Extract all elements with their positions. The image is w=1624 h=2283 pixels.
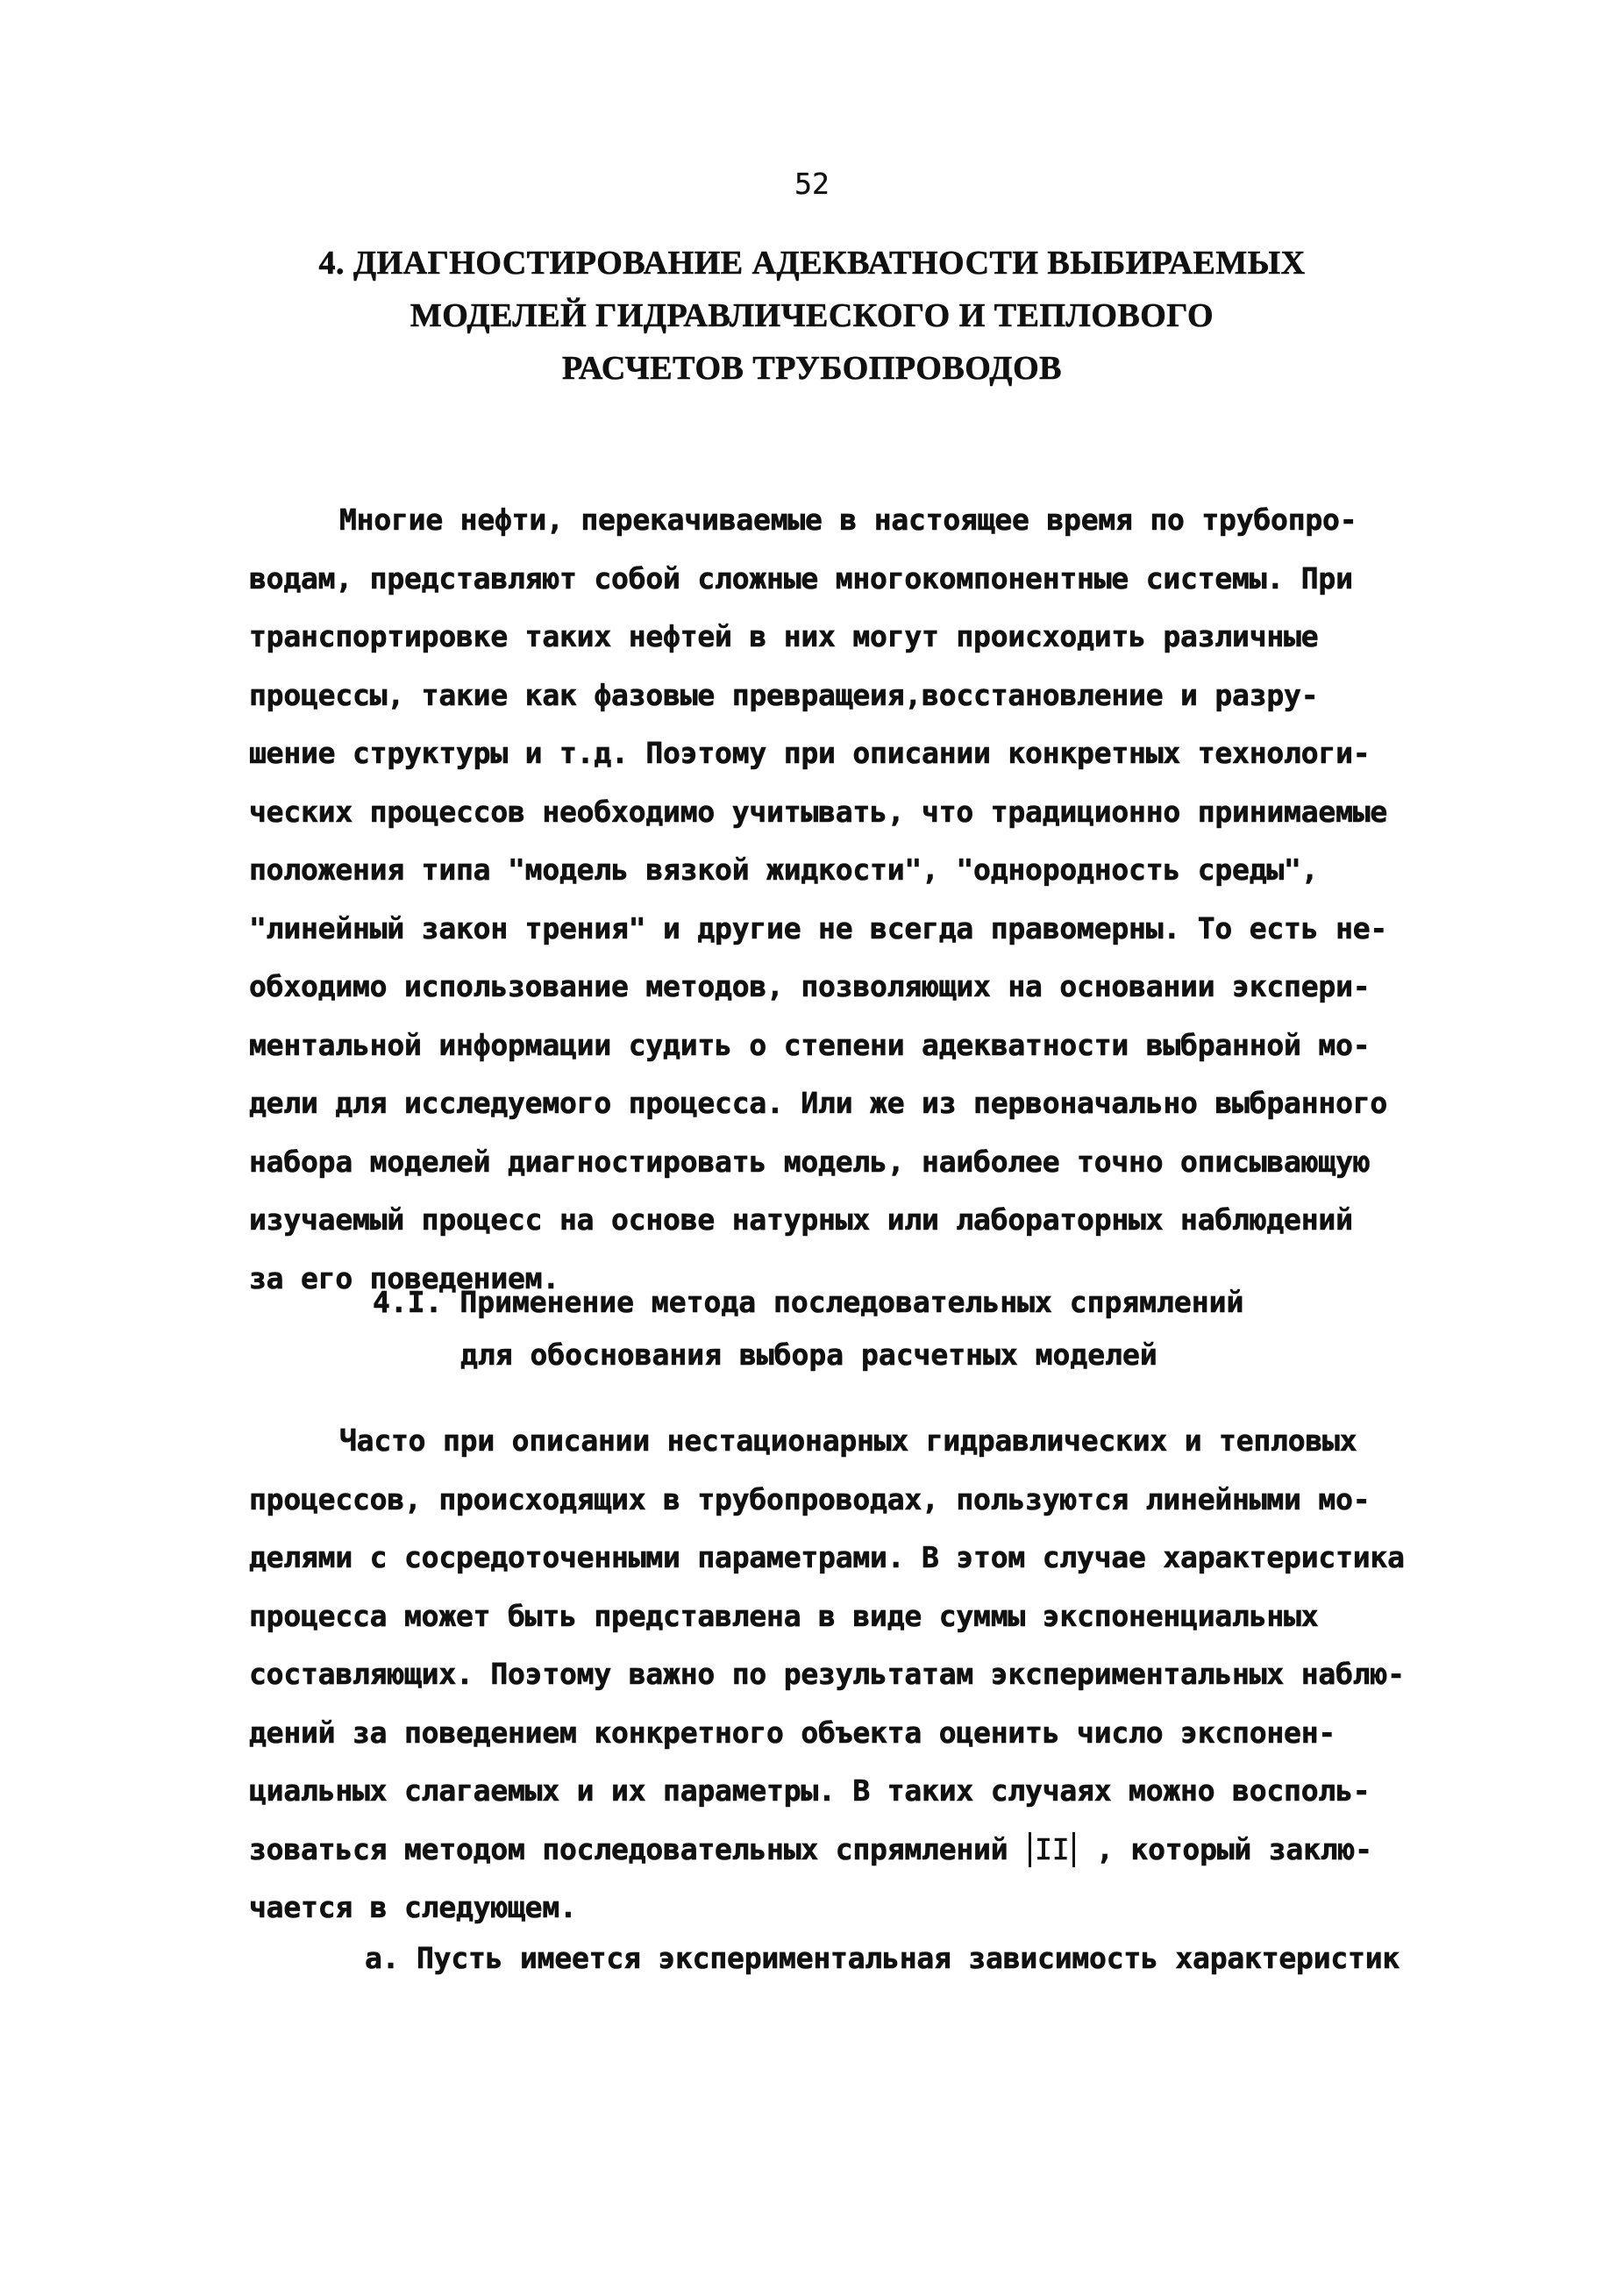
paragraph-step-a (249, 1930, 1442, 1988)
text-line: делями с сосредоточенными параметрами. В этом случае характеристика (249, 1540, 1405, 1574)
text-line: обходимо использование методов, позволяющих на основании экспери- (249, 969, 1371, 1003)
text-line: ческих процессов необходимо учитывать, что традиционно принимаемые (249, 794, 1388, 829)
text-fragment: зоваться методом последовательных спрямлений (249, 1831, 1008, 1866)
text-line: процесса может быть представлена в виде суммы экспоненциальных (249, 1598, 1319, 1633)
text-line: Многие нефти, перекачиваемые в настоящее время по трубопро- (339, 503, 1357, 537)
subsection-heading-line: 4.I. Применение метода последовательных спрямлений (373, 1285, 1244, 1319)
section-heading-line: РАСЧЕТОВ ТРУБОПРОВОДОВ (562, 350, 1062, 387)
text-line: транспортировке таких нефтей в них могут происходить различные (249, 619, 1319, 653)
subsection-heading (373, 1276, 1337, 1381)
page-number: 52 (794, 167, 830, 201)
text-line: ментальной информации судить о степени адекватности выбранной мо- (249, 1027, 1371, 1062)
text-line: циальных слагаемых и их параметры. В таких случаях можно восполь- (249, 1773, 1371, 1808)
text-line: чается в следующем. (249, 1890, 577, 1924)
section-heading-line: 4. ДИАГНОСТИРОВАНИЕ АДЕКВАТНОСТИ ВЫБИРАЕМЫХ (318, 245, 1306, 282)
text-line: за его поведением. (249, 1260, 560, 1295)
text-line: дели для исследуемого процесса. Или же из первоначально выбранного (249, 1086, 1388, 1120)
paragraph-intro (249, 491, 1442, 1308)
subsection-heading-line: для обоснования выбора расчетных моделей (460, 1338, 1157, 1372)
citation-reference: II (1029, 1832, 1075, 1867)
text-line: "линейный закон трения" и другие не всегда правомерны. То есть не- (249, 910, 1388, 945)
text-line: процессов, происходящих в трубопроводах, пользуются линейными мо- (249, 1481, 1371, 1516)
section-heading (175, 237, 1449, 395)
text-line: водам, представляют собой сложные многокомпонентные системы. При (249, 560, 1353, 596)
text-line: а. Пусть имеется экспериментальная зависимость характеристик (365, 1941, 1400, 1975)
text-line-with-reference (249, 1821, 1442, 1880)
text-line: дений за поведением конкретного объекта оценить число экспонен- (249, 1715, 1336, 1750)
text-fragment: , который заклю- (1096, 1831, 1372, 1866)
paragraph-method (249, 1412, 1442, 1937)
text-line: изучаемый процесс на основе натурных или лабораторных наблюдений (249, 1202, 1353, 1237)
text-line: процессы, такие как фазовые превращеия,восстановление и разру- (249, 677, 1319, 712)
text-line: Часто при описании нестационарных гидравлических и тепловых (339, 1423, 1357, 1458)
section-heading-line: МОДЕЛЕЙ ГИДРАВЛИЧЕСКОГО И ТЕПЛОВОГО (410, 297, 1214, 334)
text-line: набора моделей диагностировать модель, наиболее точно описывающую (249, 1144, 1371, 1179)
text-line: составляющих. Поэтому важно по результатам экспериментальных наблю- (249, 1657, 1405, 1691)
text-line: шение структуры и т.д. Поэтому при описании конкретных технологи- (249, 736, 1371, 770)
text-line: положения типа "модель вязкой жидкости", "однородность среды", (249, 853, 1319, 887)
